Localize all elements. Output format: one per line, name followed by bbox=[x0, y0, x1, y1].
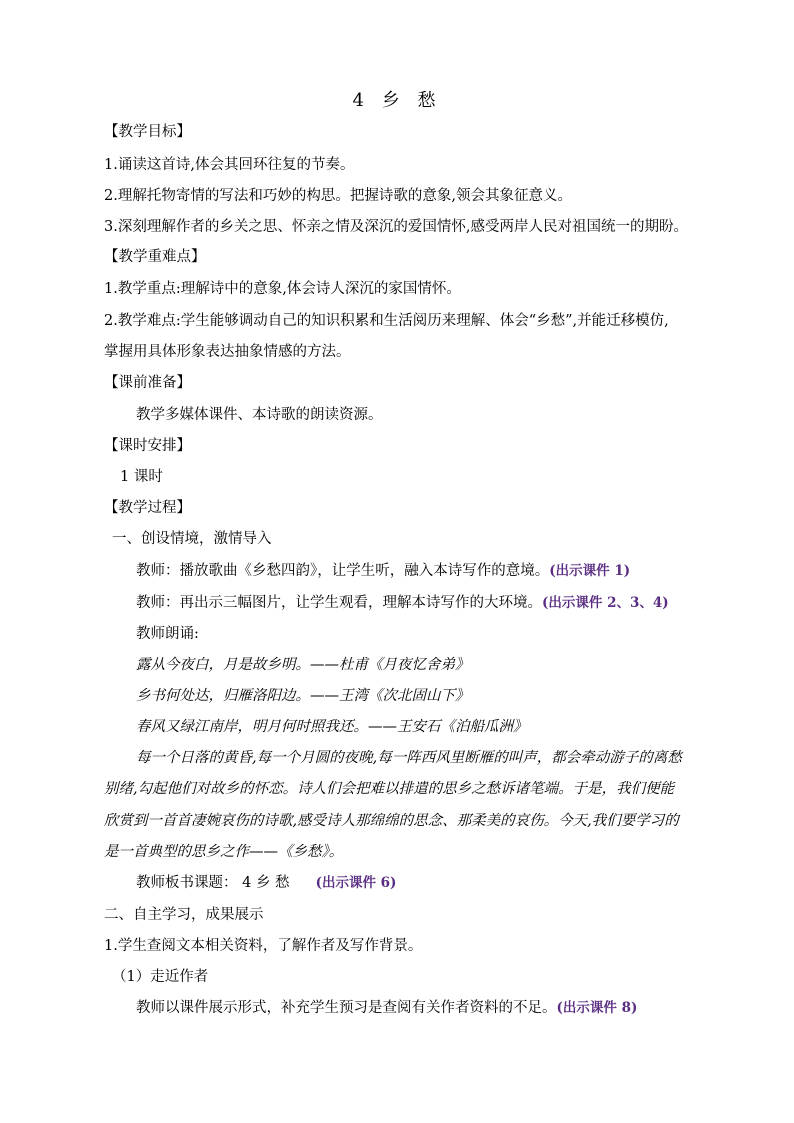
preparation-text: 教学多媒体课件、本诗歌的朗读资源。 bbox=[136, 407, 383, 423]
goals-heading: 【教学目标】 bbox=[104, 124, 191, 140]
poem-line-1: 露从今夜白，月是故乡明。——杜甫《月夜忆舍弟》 bbox=[136, 657, 470, 673]
step1-paragraph-1 bbox=[136, 560, 630, 582]
schedule-text: 1 课时 bbox=[120, 469, 163, 485]
courseware-note-1: (出示课件 1) bbox=[549, 563, 631, 579]
schedule-heading: 【课时安排】 bbox=[104, 438, 191, 454]
board-title-text: 教师板书课题： 4 乡 愁 bbox=[136, 875, 290, 891]
step2-item-1: 1.学生查阅文本相关资料，了解作者及写作背景。 bbox=[104, 938, 423, 954]
goal-item-3: 3.深刻理解作者的乡关之思、怀亲之情及深沉的爱国情怀,感受两岸人民对祖国统一的期盼。 bbox=[104, 219, 688, 235]
step2-heading: 二、自主学习，成果展示 bbox=[104, 907, 264, 923]
difficulty-item-2-cont: 掌握用具体形象表达抽象情感的方法。 bbox=[104, 344, 351, 360]
step1-heading: 一、创设情境，激情导入 bbox=[112, 531, 272, 547]
step1-recite-label: 教师朗诵: bbox=[136, 626, 199, 642]
process-heading: 【教学过程】 bbox=[104, 500, 191, 516]
difficulty-item-2: 2.教学难点:学生能够调动自己的知识积累和生活阅历来理解、体会“乡愁”,并能迁移模仿, bbox=[104, 313, 669, 329]
intro-paragraph-line-3: 欣赏到一首首凄婉哀伤的诗歌,感受诗人那绵绵的思念、那柔美的哀伤。今天,我们要学习的 bbox=[104, 813, 679, 829]
courseware-note-6: (出示课件 6) bbox=[315, 875, 397, 891]
step1-p1-text: 教师：播放歌曲《乡愁四韵》，让学生听，融入本诗写作的意境。 bbox=[136, 563, 550, 579]
courseware-note-8: (出示课件 8) bbox=[556, 1000, 638, 1016]
intro-paragraph-line-4: 是一首典型的思乡之作——《乡愁》。 bbox=[104, 844, 344, 860]
goal-item-1: 1.诵读这首诗,体会其回环往复的节奏。 bbox=[104, 157, 355, 173]
intro-paragraph-line-1: 每一个日落的黄昏,每一个月圆的夜晚,每一阵西风里断雁的叫声，都会牵动游子的离愁 bbox=[136, 750, 682, 766]
poem-line-2: 乡书何处达，归雁洛阳边。——王湾《次北固山下》 bbox=[136, 688, 470, 704]
step1-p2-text: 教师：再出示三幅图片，让学生观看，理解本诗写作的大环境。 bbox=[136, 595, 542, 611]
step2-paragraph-1 bbox=[136, 997, 637, 1019]
goal-item-2: 2.理解托物寄情的写法和巧妙的构思。把握诗歌的意象,领会其象征意义。 bbox=[104, 188, 572, 204]
intro-paragraph-line-2: 别绪,勾起他们对故乡的怀恋。诗人们会把难以排遣的思乡之愁诉诸笔端。于是，我们便能 bbox=[104, 781, 675, 797]
board-title-line bbox=[136, 872, 396, 894]
courseware-note-2: (出示课件 2、3、4) bbox=[542, 595, 669, 611]
difficulties-heading: 【教学重难点】 bbox=[104, 249, 206, 265]
step1-paragraph-2 bbox=[136, 592, 669, 614]
page-title: 4 乡 愁 bbox=[352, 90, 442, 111]
step2-p1-text: 教师以课件展示形式，补充学生预习是查阅有关作者资料的不足。 bbox=[136, 1000, 557, 1016]
poem-line-3: 春风又绿江南岸，明月何时照我还。——王安石《泊船瓜洲》 bbox=[136, 719, 528, 735]
difficulty-item-1: 1.教学重点:理解诗中的意象,体会诗人深沉的家国情怀。 bbox=[104, 281, 461, 297]
step2-sub-1: （1）走近作者 bbox=[112, 969, 209, 985]
preparation-heading: 【课前准备】 bbox=[104, 375, 191, 391]
